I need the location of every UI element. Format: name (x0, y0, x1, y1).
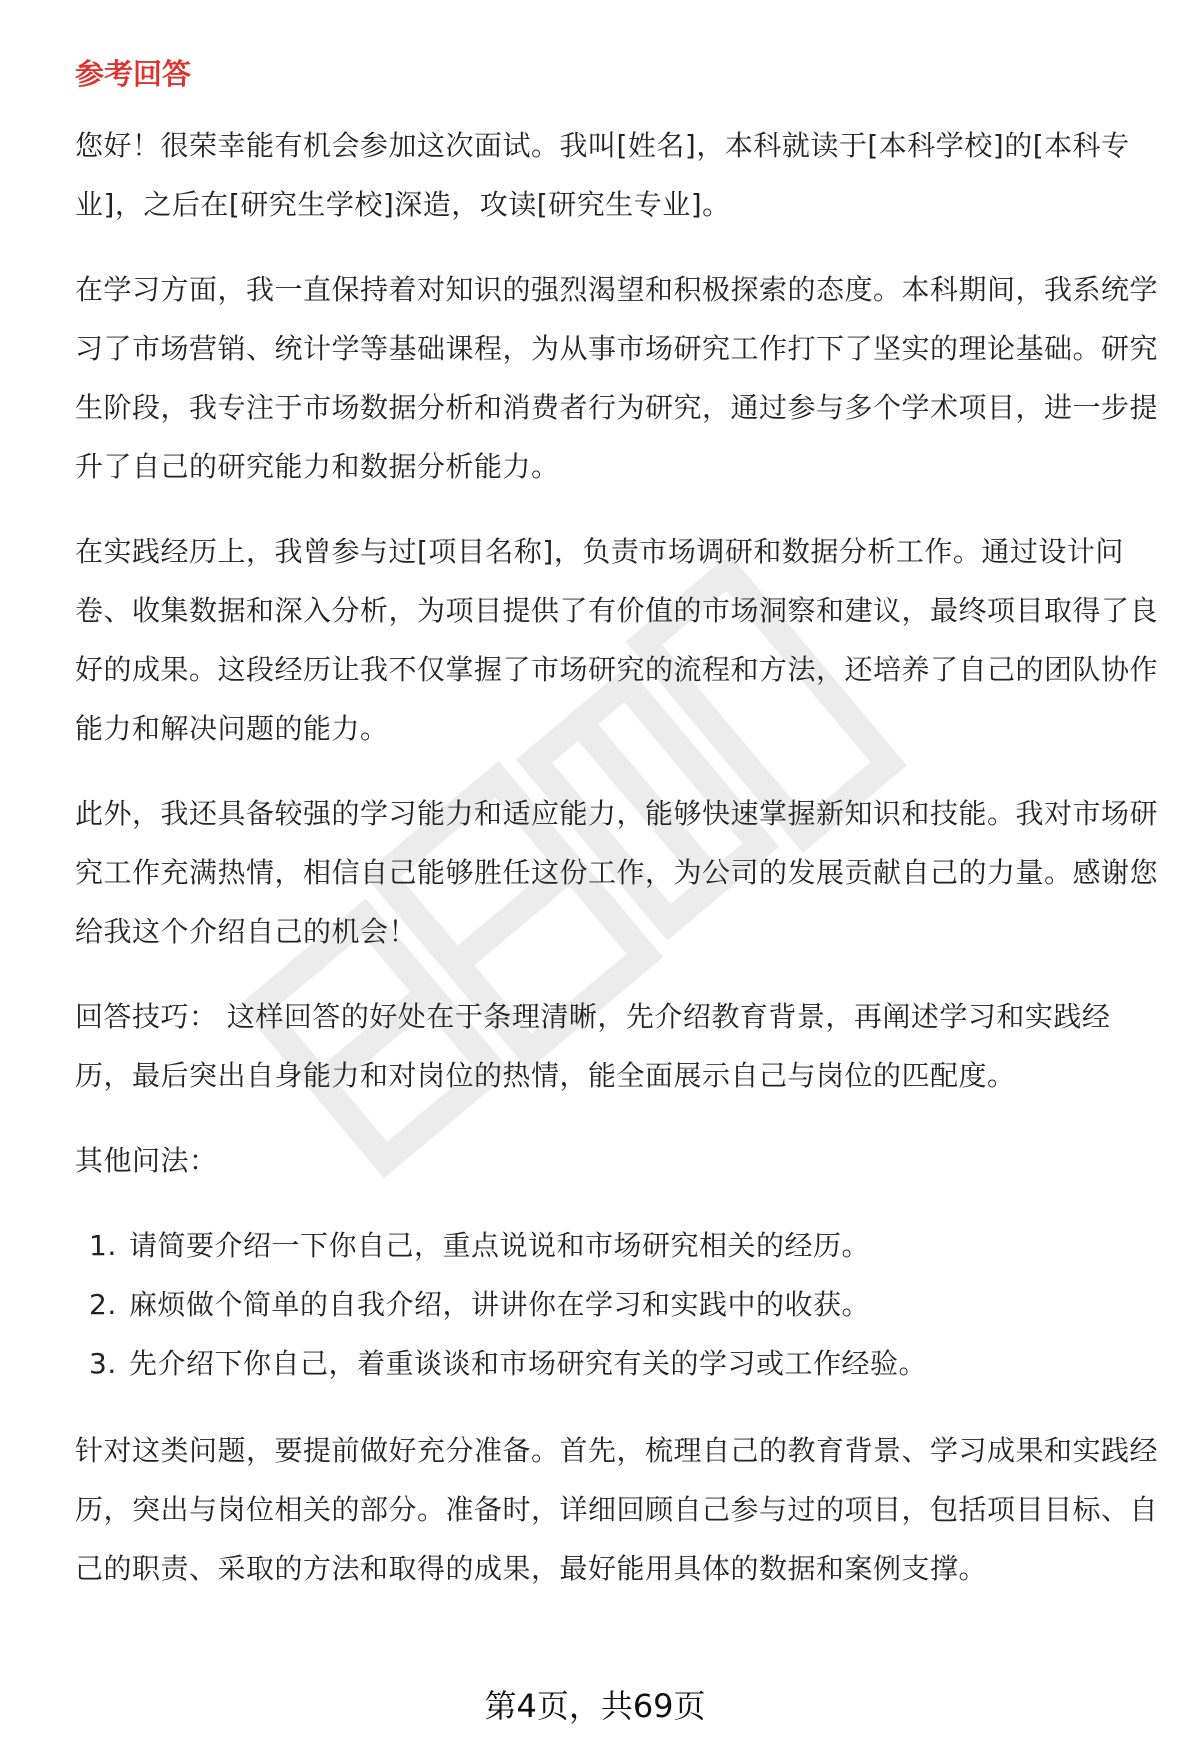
list-item-text: 先介绍下你自己，着重谈谈和市场研究有关的学习或工作经验。 (129, 1347, 928, 1380)
other-questions-heading: 其他问法： (75, 1144, 218, 1177)
answer-paragraph-intro: 您好！很荣幸能有机会参加这次面试。我叫[姓名]，本科就读于[本科学校]的[本科专业]，之后在[研究生学校]深造，攻读[研究生专业]。 (75, 129, 1130, 221)
list-item-text: 麻烦做个简单的自我介绍，讲讲你在学习和实践中的收获。 (129, 1288, 871, 1321)
document-content (75, 50, 1165, 1624)
list-item (75, 1216, 1165, 1275)
answer-paragraph-study: 在学习方面，我一直保持着对知识的强烈渴望和积极探索的态度。本科期间，我系统学习了市场营销、统计学等基础课程，为从事市场研究工作打下了坚实的理论基础。研究生阶段，我专注于市场数据分析和消费者行为研究，通过参与多个学术项目，进一步提升了自己的研究能力和数据分析能力。 (75, 273, 1159, 483)
other-questions-list (75, 1216, 1165, 1393)
list-item-text: 请简要介绍一下你自己，重点说说和市场研究相关的经历。 (129, 1229, 871, 1262)
preparation-advice: 针对这类问题，要提前做好充分准备。首先，梳理自己的教育背景、学习成果和实践经历，突出与岗位相关的部分。准备时，详细回顾自己参与过的项目，包括项目目标、自己的职责、采取的方法和取得的成果，最好能用具体的数据和案例支撑。 (75, 1434, 1159, 1585)
section-title: 参考回答 (75, 57, 192, 91)
list-item-number: 3. (89, 1347, 117, 1380)
page-number: 第4页，共69页 (484, 1687, 706, 1725)
list-item (75, 1334, 1165, 1393)
list-item-number: 2. (89, 1288, 117, 1321)
answer-tip: 回答技巧： 这样回答的好处在于条理清晰，先介绍教育背景，再阐述学习和实践经历，最后突出自身能力和对岗位的热情，能全面展示自己与岗位的匹配度。 (75, 1000, 1111, 1092)
list-item (75, 1275, 1165, 1334)
answer-paragraph-practice: 在实践经历上，我曾参与过[项目名称]，负责市场调研和数据分析工作。通过设计问卷、收集数据和深入分析，为项目提供了有价值的市场洞察和建议，最终项目取得了良好的成果。这段经历让我不仅掌握了市场研究的流程和方法，还培养了自己的团队协作能力和解决问题的能力。 (75, 535, 1159, 745)
answer-paragraph-closing: 此外，我还具备较强的学习能力和适应能力，能够快速掌握新知识和技能。我对市场研究工作充满热情，相信自己能够胜任这份工作，为公司的发展贡献自己的力量。感谢您给我这个介绍自己的机会！ (75, 797, 1159, 948)
list-item-number: 1. (89, 1229, 117, 1262)
